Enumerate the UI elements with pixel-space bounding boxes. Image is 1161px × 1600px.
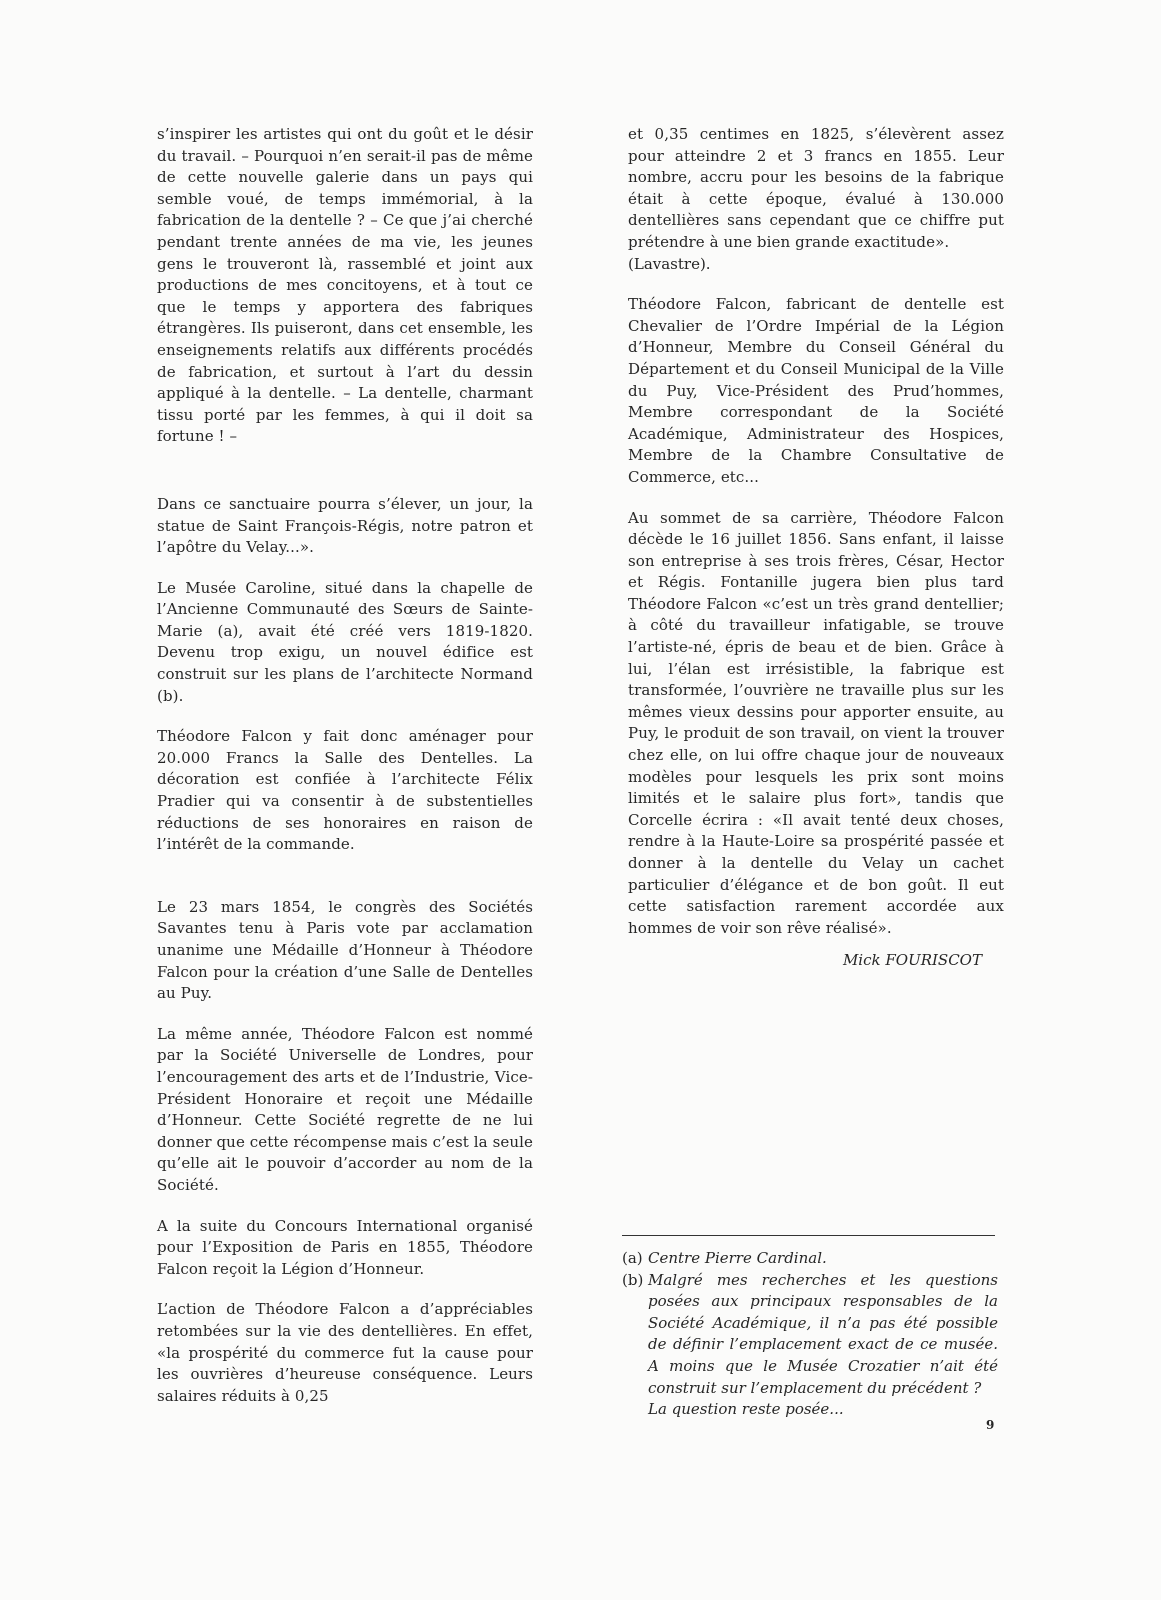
- footnote-b: [622, 1270, 998, 1400]
- page-number: 9: [986, 1418, 995, 1432]
- paragraph-musee-caroline: Le Musée Caroline, situé dans la chapelle de l’Ancienne Communauté des Sœurs de Sainte-Marie (a), avait été créé vers 1819-1820. Devenu trop exigu, un nouvel édifice est construit sur les plans de l’architecte Normand (b).: [157, 578, 533, 705]
- footnotes: [622, 1248, 998, 1421]
- footnote-text: Malgré mes recherches et les questions posées aux principaux responsables de la Société Académique, il n’a pas été possible de définir l’emplacement exact de ce musée. A moins que le Musée Crozatier n’ait été construit sur l’emplacement du précédent ?: [648, 1270, 998, 1397]
- footnote-b-continuation: La question reste posée...: [648, 1400, 844, 1419]
- paragraph-salle-des-dentelles: Théodore Falcon y fait donc aménager pour 20.000 Francs la Salle des Dentelles. La décoration est confiée à l’architecte Félix Pradier qui va consentir à de substentielles réductions de ses honoraires en raison de l’intérêt de la commande.: [157, 727, 533, 854]
- footnote-a: [622, 1248, 998, 1270]
- paragraph-quote-start: s’inspirer les artistes qui ont du goût et le désir du travail. – Pourquoi n’en serait-il pas de même de cette nouvelle galerie dans un pays qui semble voué, de temps immémorial, à la fabrication de la dentelle ? – Ce que j’ai cherché pendant trente années de ma vie, les jeunes gens le trouveront là, rassemblé et joint aux productions de mes concitoyens, et à tout ce que le temps y apportera des fabriques étrangères. Ils puiseront, dans cet ensemble, les enseignements relatifs aux différents procédés de fabrication, et surtout à l’art du dessin appliqué à la dentelle. – La dentelle, charmant tissu porté par les femmes, à qui il doit sa fortune ! –: [157, 125, 533, 446]
- footnote-text: Centre Pierre Cardinal.: [648, 1249, 827, 1267]
- footnote-marker: (b): [622, 1270, 644, 1289]
- paragraph-sanctuaire: Dans ce sanctuaire pourra s’élever, un jour, la statue de Saint François-Régis, notre patron et l’apôtre du Velay...».: [157, 494, 533, 557]
- right-column: [628, 124, 1004, 972]
- footnote-divider: [622, 1235, 995, 1236]
- paragraph-societe-universelle: La même année, Théodore Falcon est nommé par la Société Universelle de Londres, pour l’encouragement des arts et de l’Industrie, Vice-Président Honoraire et reçoit une Médaille d’Honneur. Cette Société regrette de ne lui donner que cette récompense mais c’est la seule qu’elle ait le pouvoir d’accorder au nom de la Société.: [157, 1024, 533, 1194]
- paragraph-quote-end: et 0,35 centimes en 1825, s’élevèrent assez pour atteindre 2 et 3 francs en 1855. Leur nombre, accru pour les besoins de la fabrique était à cette époque, évalué à 130.000 dentellières sans cependant que ce chiffre put prétendre à une bien grande exactitude».: [628, 125, 1004, 251]
- paragraph-titles-falcon: Théodore Falcon, fabricant de dentelle est Chevalier de l’Ordre Impérial de la Légion d’Honneur, Membre du Conseil Général du Département et du Conseil Municipal de la Ville du Puy, Vice-Président des Prud’hommes, Membre correspondant de la Société Académique, Administrateur des Hospices, Membre de la Chambre Consultative de Commerce, etc...: [628, 295, 1004, 486]
- paragraph-action-falcon: L’action de Théodore Falcon a d’appréciables retombées sur la vie des dentellières. En effet, «la prospérité du commerce fut la cause pour les ouvrières d’heureuse conséquence. Leurs salaires réduits à 0,25: [157, 1300, 533, 1405]
- quote-source: (Lavastre).: [628, 254, 711, 273]
- paragraph-congres-1854: Le 23 mars 1854, le congrès des Sociétés Savantes tenu à Paris vote par acclamation unanime une Médaille d’Honneur à Théodore Falcon pour la création d’une Salle de Dentelles au Puy.: [157, 897, 533, 1003]
- author-signature: Mick FOURISCOT: [842, 951, 982, 970]
- paragraph-death-falcon: Au sommet de sa carrière, Théodore Falcon décède le 16 juillet 1856. Sans enfant, il laisse son entreprise à ses trois frères, César, Hector et Régis. Fontanille jugera bien plus tard Théodore Falcon «c’est un très grand dentellier; à côté du travailleur infatigable, se trouve l’artiste-né, épris de beau et de bien. Grâce à lui, l’élan est irrésistible, la fabrique est transformée, l’ouvrière ne travaille plus sur les mêmes vieux dessins pour apporter ensuite, au Puy, le produit de son travail, on vient la trouver chez elle, on lui offre chaque jour de nouveaux modèles pour lesquels les prix sont moins limités et le salaire plus fort», tandis que Corcelle écrira : «Il avait tenté deux choses, rendre à la Haute-Loire sa prospérité passée et donner à la dentelle du Velay un cachet particulier d’élégance et de bon goût. Il eut cette satisfaction rarement accordée aux hommes de voir son rêve réalisé».: [628, 508, 1004, 937]
- left-column: [157, 124, 533, 1407]
- footnote-marker: (a): [622, 1249, 643, 1267]
- paragraph-concours-international: A la suite du Concours International organisé pour l’Exposition de Paris en 1855, Théodore Falcon reçoit la Légion d’Honneur.: [157, 1216, 533, 1278]
